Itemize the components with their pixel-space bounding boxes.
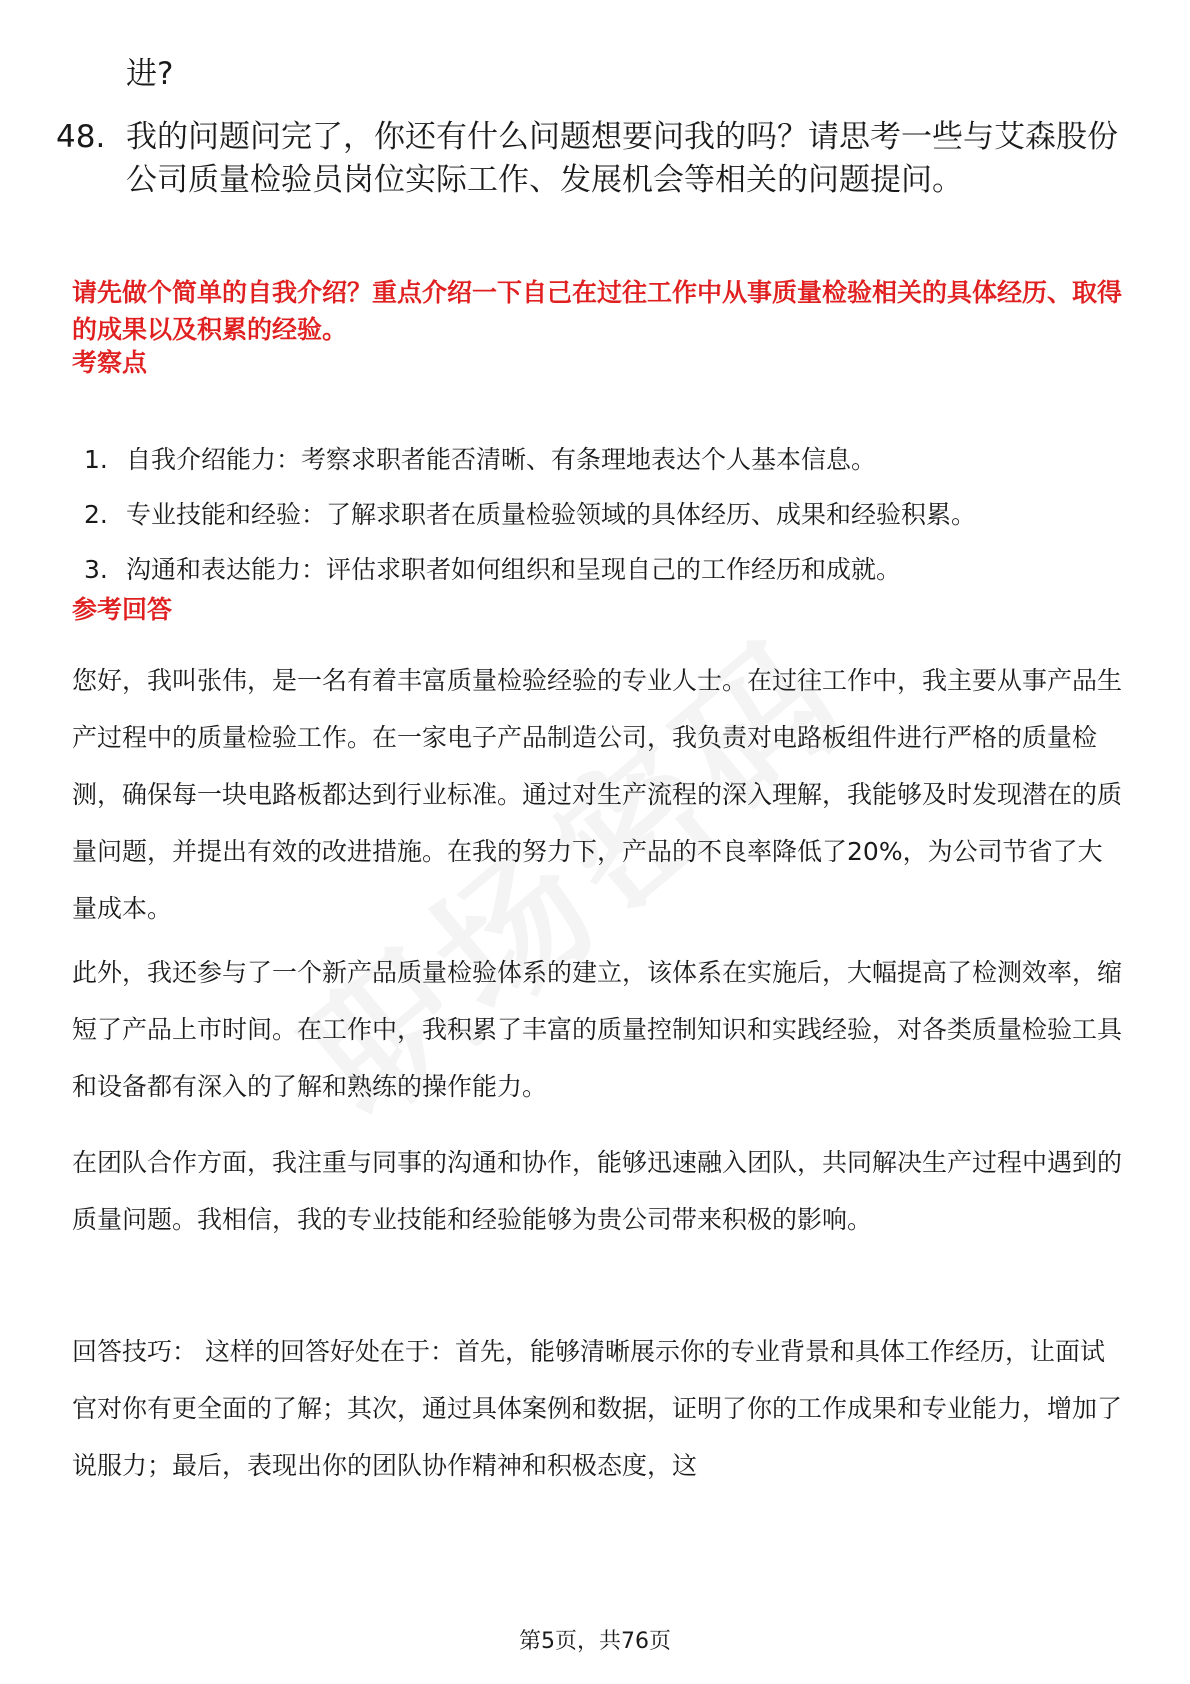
assessment-title: 考察点 <box>72 348 148 377</box>
reference-paragraph: 您好，我叫张伟，是一名有着丰富质量检验经验的专业人士。在过往工作中，我主要从事产品生产过程中的质量检验工作。在一家电子产品制造公司，我负责对电路板组件进行严格的质量检测，确保每一块电路板都达到行业标准。通过对生产流程的深入理解，我能够及时发现潜在的质量问题，并提出有效的改进措施。在我的努力下，产品的不良率降低了20%，为公司节省了大量成本。 <box>72 666 1123 923</box>
list-item <box>84 495 1134 550</box>
question-48-text: 我的问题问完了，你还有什么问题想要问我的吗？请思考一些与艾森股份公司质量检验员岗位实际工作、发展机会等相关的问题提问。 <box>126 119 1118 198</box>
page-number-footer: 第5页，共76页 <box>519 1629 671 1654</box>
list-item-index: 3. <box>84 555 108 584</box>
previous-question-tail: 进? <box>126 56 174 92</box>
list-item-index: 2. <box>84 500 108 529</box>
list-item-text: 沟通和表达能力：评估求职者如何组织和呈现自己的工作经历和成就。 <box>126 555 902 584</box>
list-item-index: 1. <box>84 445 108 474</box>
list-item-text: 专业技能和经验：了解求职者在质量检验领域的具体经历、成果和经验积累。 <box>126 500 977 529</box>
reference-title: 参考回答 <box>72 595 173 624</box>
answer-tips-paragraph: 回答技巧： 这样的回答好处在于：首先，能够清晰展示你的专业背景和具体工作经历，让面试官对你有更全面的了解；其次，通过具体案例和数据，证明了你的工作成果和专业能力，增加了说服力；最后，表现出你的团队协作精神和积极态度，这 <box>72 1337 1123 1480</box>
question-48 <box>56 116 1126 202</box>
current-question: 请先做个简单的自我介绍？重点介绍一下自己在过往工作中从事质量检验相关的具体经历、取得的成果以及积累的经验。 <box>72 278 1123 344</box>
question-48-number: 48. <box>56 119 106 155</box>
list-item <box>84 440 1134 495</box>
reference-paragraph: 此外，我还参与了一个新产品质量检验体系的建立，该体系在实施后，大幅提高了检测效率，缩短了产品上市时间。在工作中，我积累了丰富的质量控制知识和实践经验，对各类质量检验工具和设备都有深入的了解和熟练的操作能力。 <box>72 958 1123 1101</box>
list-item-text: 自我介绍能力：考察求职者能否清晰、有条理地表达个人基本信息。 <box>126 445 877 474</box>
assessment-list <box>84 440 1134 605</box>
list-item <box>84 550 1134 605</box>
reference-paragraph: 在团队合作方面，我注重与同事的沟通和协作，能够迅速融入团队，共同解决生产过程中遇到的质量问题。我相信，我的专业技能和经验能够为贵公司带来积极的影响。 <box>72 1148 1123 1234</box>
